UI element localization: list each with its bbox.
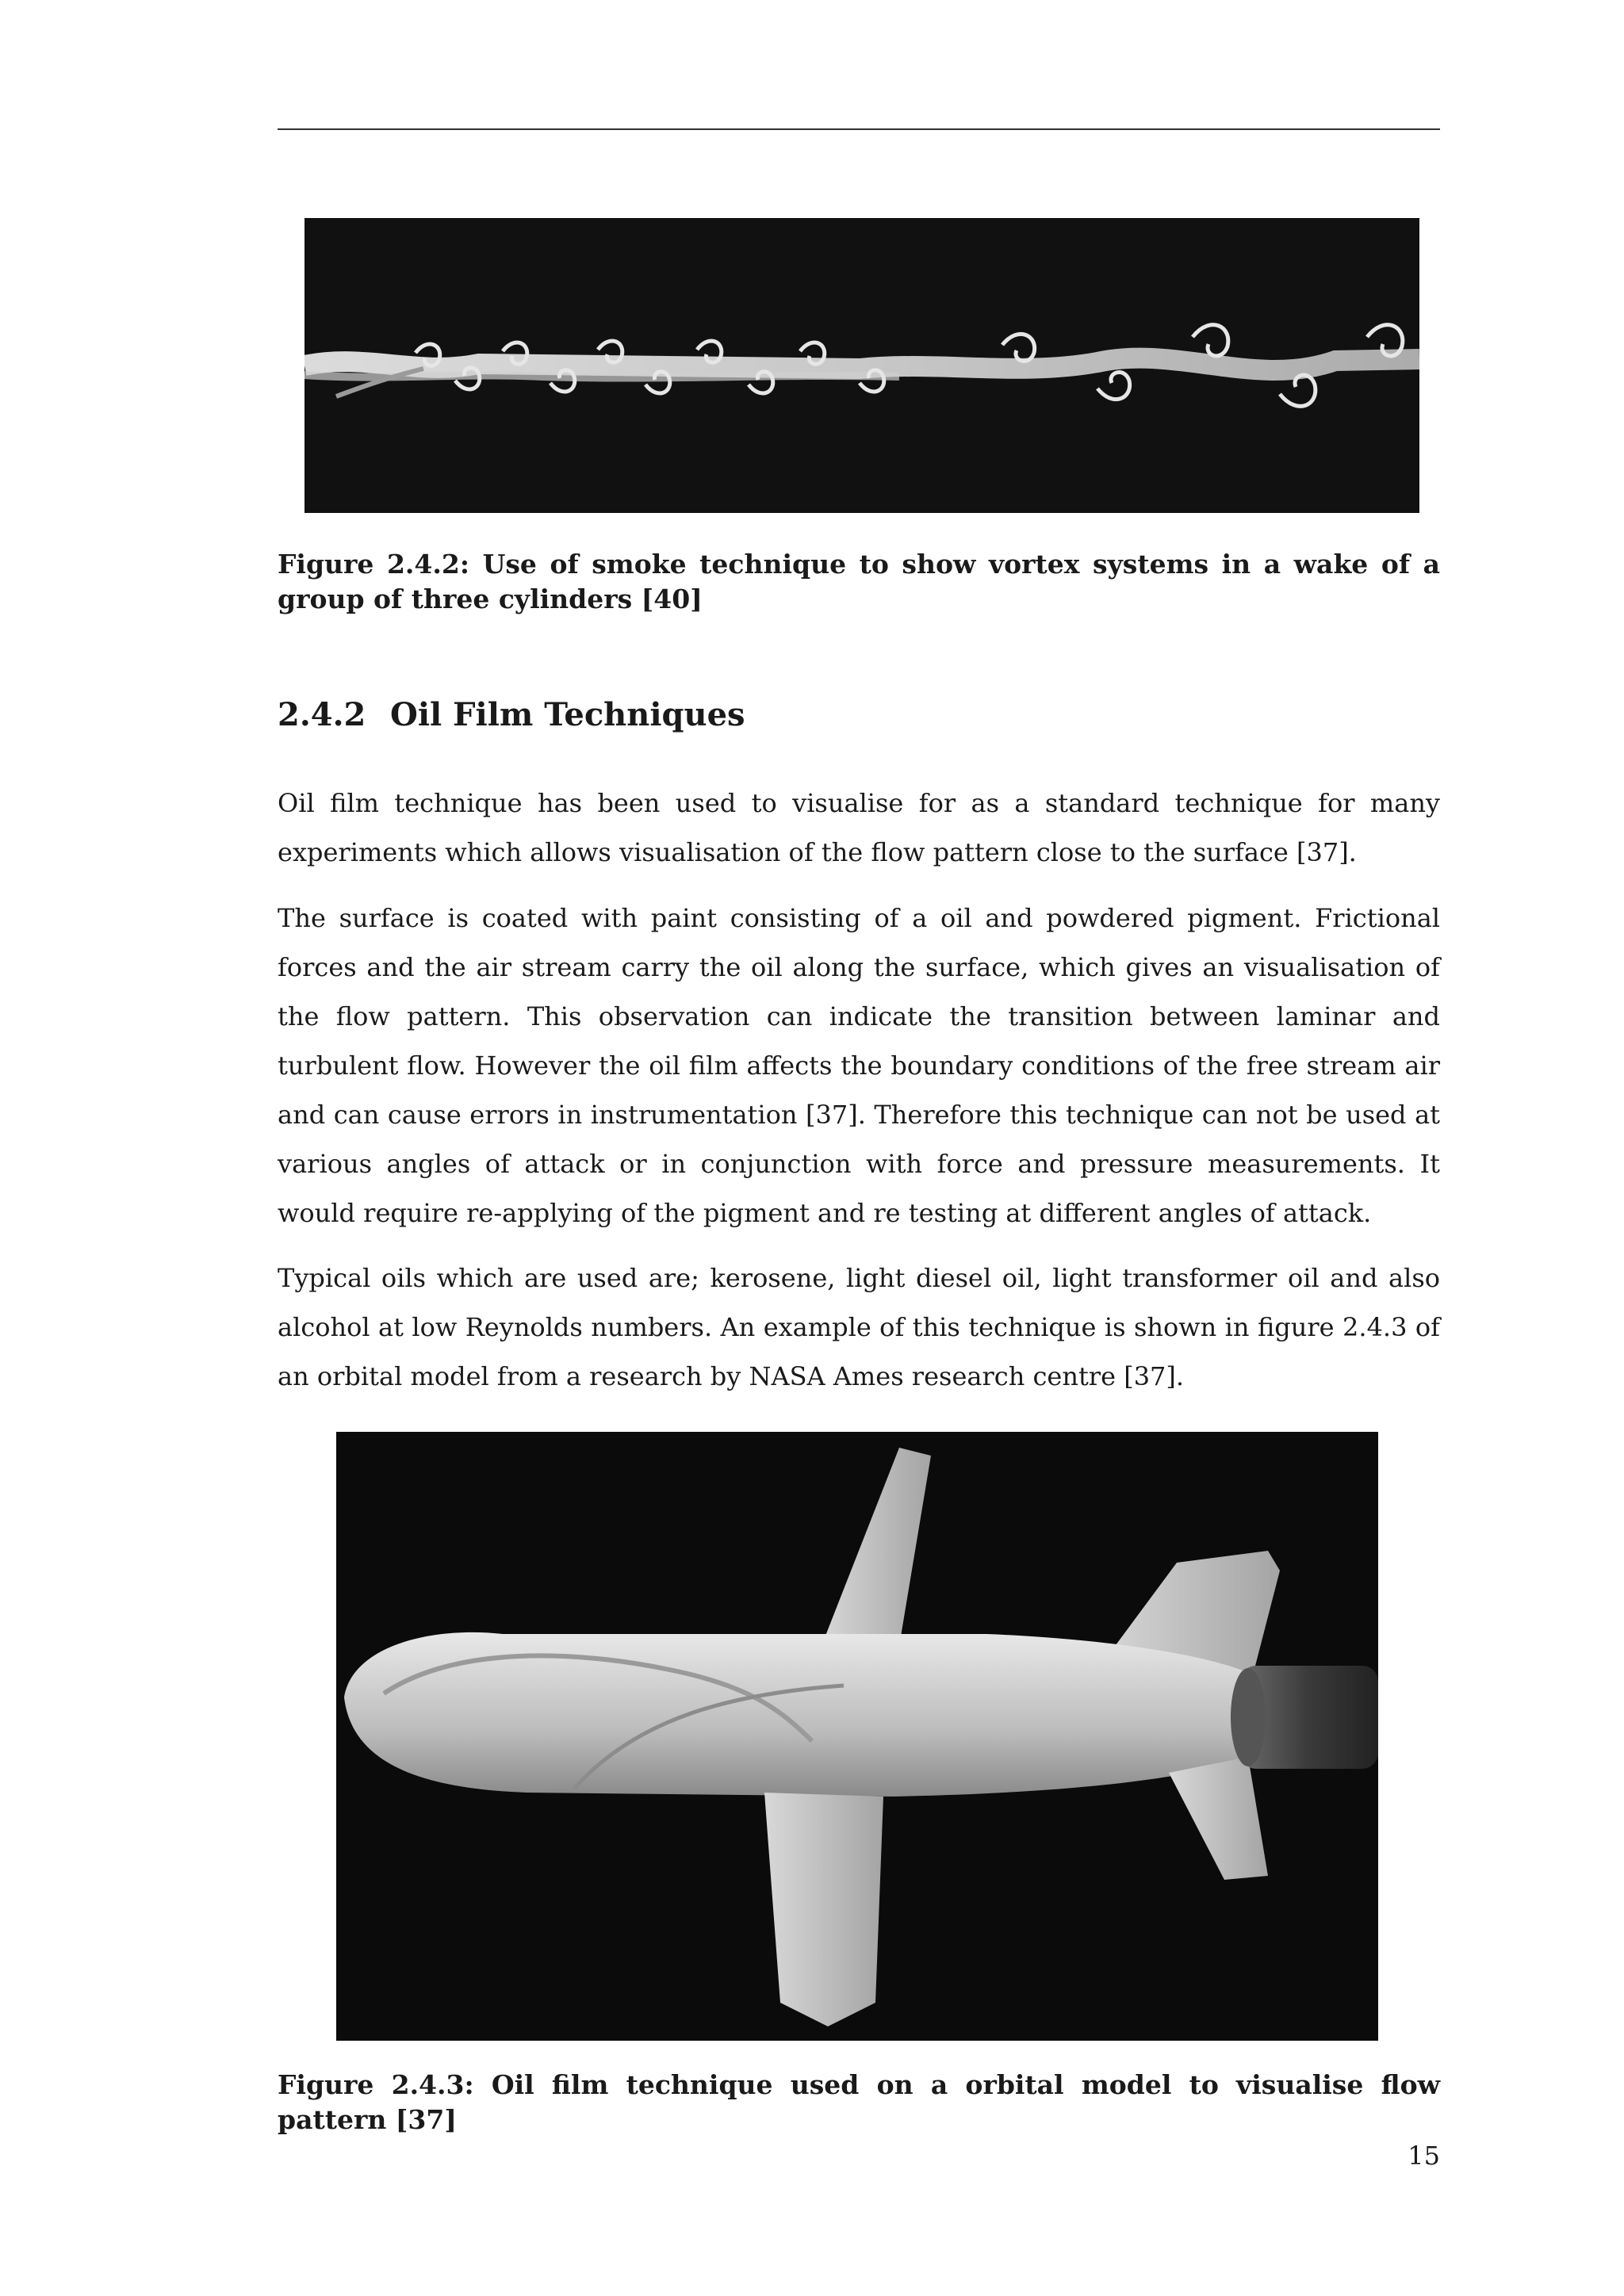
body-paragraph: The surface is coated with paint consisting of a oil and powdered pigment. Frictional forces and the air stream carry the oil along the surface, which gives an visualisation of the flow pattern. This observation can indicate the transition between laminar and turbulent flow. However the oil film affects the boundary conditions of the free stream air and can cause errors in instrumentation [37]. Therefore this technique can not be used at various angles of attack or in conjunction with force and pressure measurements. It would require re-applying of the pigment and re testing at different angles of attack. bbox=[278, 903, 1440, 1228]
smoke-vortex-photo bbox=[304, 218, 1419, 513]
section-heading bbox=[278, 696, 745, 733]
body-paragraph: Typical oils which are used are; kerosene, light diesel oil, light transformer oil and also alcohol at low Reynolds numbers. An example of this technique is shown in figure 2.4.3 of an orbital model from a research by NASA Ames research centre [37]. bbox=[278, 1263, 1440, 1391]
figure-caption: Figure 2.4.2: Use of smoke technique to show vortex systems in a wake of a group of three cylinders [40] bbox=[278, 549, 1440, 614]
header-rule bbox=[278, 128, 1440, 130]
body-paragraph: Oil film technique has been used to visualise for as a standard technique for many experiments which allows visualisation of the flow pattern close to the surface [37]. bbox=[278, 788, 1440, 867]
section-number: 2.4.2 bbox=[278, 696, 366, 733]
figure-caption: Figure 2.4.3: Oil film technique used on a orbital model to visualise flow pattern [37] bbox=[278, 2069, 1440, 2135]
orbital-model-photo bbox=[336, 1432, 1378, 2041]
page-number: 15 bbox=[1408, 2141, 1440, 2171]
section-title: Oil Film Techniques bbox=[390, 696, 745, 733]
